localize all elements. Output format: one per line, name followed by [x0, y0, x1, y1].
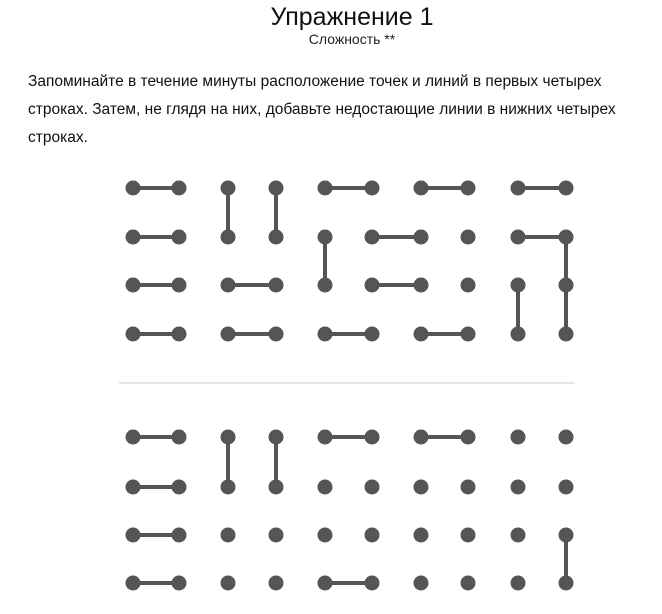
answer-dot-r0-c7[interactable]: [461, 430, 476, 445]
answer-dot-r0-c1[interactable]: [172, 430, 187, 445]
answer-dot-r0-c3[interactable]: [269, 430, 284, 445]
answer-dot-r3-c0[interactable]: [126, 576, 141, 591]
answer-dot-r1-c9[interactable]: [559, 480, 574, 495]
answer-dot-r3-c1[interactable]: [172, 576, 187, 591]
answer-dot-r2-c3[interactable]: [269, 528, 284, 543]
sample-dot-r3-c8: [511, 327, 526, 342]
sample-dot-r0-c7: [461, 181, 476, 196]
sample-dot-r2-c6: [414, 278, 429, 293]
answer-dot-r1-c4[interactable]: [318, 480, 333, 495]
answer-dot-r1-c0[interactable]: [126, 480, 141, 495]
sample-dot-r3-c4: [318, 327, 333, 342]
sample-dot-r2-c3: [269, 278, 284, 293]
sample-dot-r1-c1: [172, 230, 187, 245]
answer-dot-r2-c8[interactable]: [511, 528, 526, 543]
sample-dot-r2-c2: [221, 278, 236, 293]
answer-dot-r3-c9[interactable]: [559, 576, 574, 591]
sample-dot-r1-c4: [318, 230, 333, 245]
sample-dot-r3-c1: [172, 327, 187, 342]
answer-dot-r0-c2[interactable]: [221, 430, 236, 445]
sample-dot-r1-c9: [559, 230, 574, 245]
sample-dot-r0-c5: [365, 181, 380, 196]
sample-dot-r2-c7: [461, 278, 476, 293]
answer-dot-r3-c3[interactable]: [269, 576, 284, 591]
sample-dot-r3-c2: [221, 327, 236, 342]
answer-dot-r3-c6[interactable]: [414, 576, 429, 591]
answer-dot-r1-c7[interactable]: [461, 480, 476, 495]
sample-dot-r3-c7: [461, 327, 476, 342]
sample-dot-r0-c8: [511, 181, 526, 196]
sample-dot-r0-c4: [318, 181, 333, 196]
sample-dot-r2-c4: [318, 278, 333, 293]
sample-dot-r0-c3: [269, 181, 284, 196]
sample-dot-r3-c3: [269, 327, 284, 342]
sample-dot-r2-c0: [126, 278, 141, 293]
sample-dot-r3-c6: [414, 327, 429, 342]
answer-dot-r0-c4[interactable]: [318, 430, 333, 445]
sample-dot-r0-c1: [172, 181, 187, 196]
answer-dot-r0-c8[interactable]: [511, 430, 526, 445]
sample-dot-r2-c9: [559, 278, 574, 293]
sample-dot-r2-c8: [511, 278, 526, 293]
answer-dot-r3-c2[interactable]: [221, 576, 236, 591]
sample-dot-r1-c7: [461, 230, 476, 245]
sample-dot-r2-c1: [172, 278, 187, 293]
sample-dot-r1-c8: [511, 230, 526, 245]
exercise-title: Упражнение 1: [270, 3, 434, 31]
answer-dot-r3-c4[interactable]: [318, 576, 333, 591]
answer-dot-r1-c3[interactable]: [269, 480, 284, 495]
answer-dot-r2-c9[interactable]: [559, 528, 574, 543]
answer-dot-r3-c7[interactable]: [461, 576, 476, 591]
sample-dot-r3-c0: [126, 327, 141, 342]
answer-dot-r1-c5[interactable]: [365, 480, 380, 495]
answer-dot-r1-c8[interactable]: [511, 480, 526, 495]
sample-grid: [126, 181, 574, 342]
answer-dot-r0-c5[interactable]: [365, 430, 380, 445]
answer-dot-r1-c1[interactable]: [172, 480, 187, 495]
answer-dot-r1-c2[interactable]: [221, 480, 236, 495]
answer-dot-r0-c6[interactable]: [414, 430, 429, 445]
answer-dot-r3-c5[interactable]: [365, 576, 380, 591]
sample-dot-r2-c5: [365, 278, 380, 293]
answer-dot-r2-c4[interactable]: [318, 528, 333, 543]
answer-dot-r2-c0[interactable]: [126, 528, 141, 543]
sample-dot-r1-c6: [414, 230, 429, 245]
sample-dot-r1-c5: [365, 230, 380, 245]
sample-dot-r0-c0: [126, 181, 141, 196]
answer-grid: [126, 430, 574, 591]
sample-dot-r3-c9: [559, 327, 574, 342]
sample-dot-r0-c6: [414, 181, 429, 196]
answer-dot-r2-c1[interactable]: [172, 528, 187, 543]
sample-dot-r1-c2: [221, 230, 236, 245]
answer-dot-r2-c5[interactable]: [365, 528, 380, 543]
answer-dot-r3-c8[interactable]: [511, 576, 526, 591]
sample-dot-r0-c2: [221, 181, 236, 196]
answer-dot-r2-c7[interactable]: [461, 528, 476, 543]
sample-dot-r1-c0: [126, 230, 141, 245]
answer-dot-r1-c6[interactable]: [414, 480, 429, 495]
answer-dot-r2-c6[interactable]: [414, 528, 429, 543]
sample-dot-r1-c3: [269, 230, 284, 245]
answer-dot-r0-c0[interactable]: [126, 430, 141, 445]
answer-dot-r2-c2[interactable]: [221, 528, 236, 543]
instructions-text: Запоминайте в течение минуты расположение точек и линий в первых четырех строках. Затем, не глядя на них, добавьте недостающие линии в нижних четырех строках.: [28, 73, 616, 146]
difficulty-label: Сложность **: [308, 31, 396, 47]
answer-dot-r0-c9[interactable]: [559, 430, 574, 445]
sample-dot-r3-c5: [365, 327, 380, 342]
sample-dot-r0-c9: [559, 181, 574, 196]
